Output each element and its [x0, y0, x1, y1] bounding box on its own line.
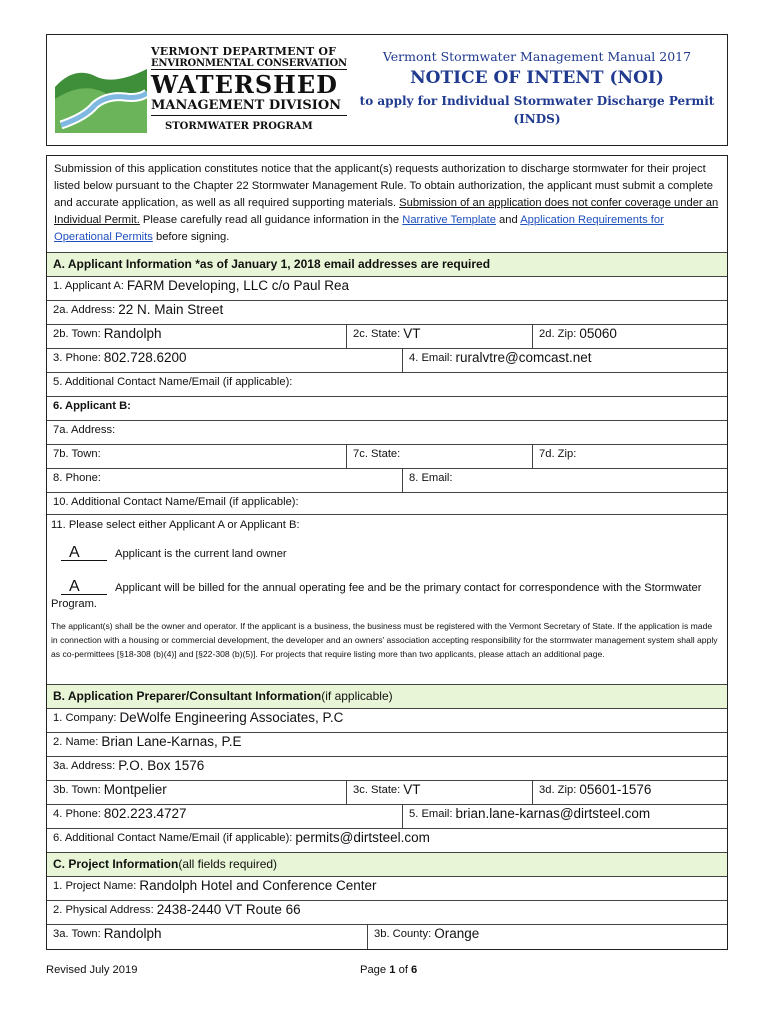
- preparer-town-value: Montpelier: [103, 782, 167, 797]
- project-name-value: Randolph Hotel and Conference Center: [139, 878, 377, 893]
- physical-address-label: 2. Physical Address:: [53, 904, 154, 916]
- email-b-label: 8. Email:: [409, 472, 453, 484]
- town-a-field[interactable]: [47, 325, 346, 348]
- section-b-header: [47, 685, 727, 709]
- preparer-address-field[interactable]: [47, 757, 727, 780]
- fine-print: The applicant(s) shall be the owner and operator. If the applicant is a business, the business must be registered with the Vermont Secretary of State. If the application is made in connection with a housing or commercial development, the developer and an owners' association accepting responsibility for the stormwater management system shall apply as co-permittees [§18-308 (b)(4)] and [§22-308 (b)(5)]. For projects that require listing more than two applicants, please attach an additional page.: [51, 621, 718, 659]
- section-c-header: [47, 853, 727, 877]
- applicant-selection-label: 11. Please select either Applicant A or Applicant B:: [51, 519, 300, 531]
- state-a-field[interactable]: [346, 325, 532, 348]
- application-requirements-link[interactable]: Application Requirements for Operational Permits: [54, 214, 664, 243]
- mountain-river-logo-icon: [55, 47, 147, 133]
- owner-option: [51, 545, 721, 562]
- section-c-title-suffix: (all fields required): [178, 857, 278, 871]
- phone-email-a-row: [47, 349, 727, 373]
- applicant-b-field[interactable]: [47, 397, 727, 420]
- town-state-zip-a-row: [47, 325, 727, 349]
- state-b-label: 7c. State:: [353, 448, 401, 460]
- address-b-field[interactable]: [47, 421, 727, 444]
- logo-line-5: STORMWATER PROGRAM: [165, 121, 313, 132]
- billing-option-input[interactable]: A: [61, 579, 107, 595]
- additional-contact-a-row: [47, 373, 727, 397]
- manual-title: Vermont Stormwater Management Manual 2017: [382, 49, 692, 64]
- project-name-row: [47, 877, 727, 901]
- town-a-label: 2b. Town:: [53, 328, 101, 340]
- title-block: [345, 49, 729, 128]
- watershed-logo: [53, 41, 345, 139]
- preparer-address-row: [47, 757, 727, 781]
- additional-contact-b-label: 10. Additional Contact Name/Email (if applicable):: [53, 496, 299, 508]
- revised-date: Revised July 2019: [46, 964, 138, 976]
- preparer-zip-label: 3d. Zip:: [539, 784, 577, 796]
- applicant-b-label: 6. Applicant B:: [53, 400, 131, 412]
- town-a-value: Randolph: [103, 326, 162, 341]
- apply-abbr: (INDS): [513, 112, 561, 126]
- section-b-title: B. Application Preparer/Consultant Information: [53, 689, 322, 703]
- project-county-value: Orange: [434, 926, 480, 941]
- intro-text-3: Please carefully read all guidance information in the: [139, 214, 403, 226]
- applicant-a-field[interactable]: [47, 277, 727, 300]
- logo-line-4: MANAGEMENT DIVISION: [151, 98, 347, 116]
- preparer-additional-contact-label: 6. Additional Contact Name/Email (if applicable):: [53, 832, 293, 844]
- preparer-town-field[interactable]: [47, 781, 346, 804]
- project-town-label: 3a. Town:: [53, 928, 101, 940]
- preparer-state-field[interactable]: [346, 781, 532, 804]
- preparer-name-row: [47, 733, 727, 757]
- billing-option: [51, 579, 721, 612]
- logo-line-3: WATERSHED: [151, 70, 338, 99]
- project-county-field[interactable]: [367, 925, 727, 949]
- preparer-name-field[interactable]: [47, 733, 727, 756]
- owner-option-input[interactable]: A: [61, 545, 107, 561]
- preparer-phone-email-row: [47, 805, 727, 829]
- section-c-title: C. Project Information: [53, 857, 179, 871]
- preparer-additional-contact-field[interactable]: [47, 829, 727, 852]
- page-prefix: Page: [360, 964, 390, 976]
- noi-form: [46, 155, 728, 950]
- state-a-label: 2c. State:: [353, 328, 401, 340]
- zip-a-value: 05060: [579, 326, 617, 341]
- phone-b-field[interactable]: [47, 469, 402, 492]
- applicant-a-value: FARM Developing, LLC c/o Paul Rea: [126, 278, 350, 293]
- company-label: 1. Company:: [53, 712, 117, 724]
- zip-b-label: 7d. Zip:: [539, 448, 577, 460]
- address-b-label: 7a. Address:: [53, 424, 116, 436]
- section-a-header: [47, 253, 727, 277]
- preparer-state-value: VT: [403, 782, 421, 797]
- project-name-field[interactable]: [47, 877, 727, 900]
- logo-text: [151, 45, 347, 132]
- physical-address-row: [47, 901, 727, 925]
- intro-text-4: and: [495, 214, 521, 226]
- notice-title: NOTICE OF INTENT (NOI): [410, 68, 664, 88]
- page-of: of: [395, 964, 412, 976]
- preparer-phone-value: 802.223.4727: [103, 806, 187, 821]
- state-a-value: VT: [403, 326, 421, 341]
- additional-contact-a-label: 5. Additional Contact Name/Email (if applicable):: [53, 376, 293, 388]
- form-header: [46, 34, 728, 146]
- intro-underlined: Submission of an application does not confer coverage under an Individual Permit.: [54, 197, 719, 226]
- section-a-title: A. Applicant Information *as of January 1, 2018 email addresses are required: [53, 257, 491, 271]
- preparer-town-state-zip-row: [47, 781, 727, 805]
- preparer-town-label: 3b. Town:: [53, 784, 101, 796]
- logo-line-2: ENVIRONMENTAL CONSERVATION: [151, 58, 347, 69]
- company-field[interactable]: [47, 709, 727, 732]
- physical-address-field[interactable]: [47, 901, 727, 924]
- section-c-title-cell: [47, 853, 727, 876]
- preparer-name-value: Brian Lane-Karnas, P.E: [101, 734, 242, 749]
- phone-a-value: 802.728.6200: [103, 350, 187, 365]
- preparer-state-label: 3c. State:: [353, 784, 401, 796]
- additional-contact-a-field[interactable]: [47, 373, 727, 396]
- phone-a-label: 3. Phone:: [53, 352, 101, 364]
- logo-line-1: VERMONT DEPARTMENT OF: [151, 45, 337, 58]
- applicant-a-label: [53, 280, 124, 292]
- preparer-zip-field[interactable]: [532, 781, 727, 804]
- zip-a-label: 2d. Zip:: [539, 328, 577, 340]
- intro-text-1: Submission of this application constitutes notice that the applicant(s) requests authorization to discharge stormwater for their project listed below pursuant to the Chapter 22 Stormwater Management Rule. To obtain authorization, the applicant must submit a complete and accurate application, as well as all required supporting materials.: [54, 163, 713, 209]
- company-row: [47, 709, 727, 733]
- owner-option-text: Applicant is the current land owner: [115, 548, 287, 560]
- preparer-zip-value: 05601-1576: [579, 782, 652, 797]
- preparer-email-value: brian.lane-karnas@dirtsteel.com: [455, 806, 651, 821]
- preparer-address-value: P.O. Box 1576: [118, 758, 205, 773]
- applicant-selection-block: [47, 515, 727, 685]
- applicant-a-row: [47, 277, 727, 301]
- project-town-value: Randolph: [103, 926, 162, 941]
- phone-a-field[interactable]: [47, 349, 402, 372]
- phone-b-label: 8. Phone:: [53, 472, 101, 484]
- zip-a-field[interactable]: [532, 325, 727, 348]
- intro-paragraph: [47, 156, 727, 253]
- physical-address-value: 2438-2440 VT Route 66: [156, 902, 301, 917]
- preparer-address-label: 3a. Address:: [53, 760, 116, 772]
- address-a-label: 2a. Address:: [53, 304, 116, 316]
- project-county-label: 3b. County:: [374, 928, 432, 940]
- town-b-field[interactable]: [47, 445, 346, 468]
- project-town-county-row: [47, 925, 727, 949]
- email-a-label: 4. Email:: [409, 352, 453, 364]
- project-name-label: 1. Project Name:: [53, 880, 137, 892]
- email-a-field[interactable]: [402, 349, 727, 372]
- address-a-field[interactable]: [47, 301, 727, 324]
- additional-contact-b-field[interactable]: [47, 493, 727, 514]
- preparer-additional-contact-row: [47, 829, 727, 853]
- preparer-phone-label: 4. Phone:: [53, 808, 101, 820]
- intro-text-5: before signing.: [152, 231, 230, 243]
- address-b-row: [47, 421, 727, 445]
- town-state-zip-b-row: [47, 445, 727, 469]
- town-b-label: 7b. Town:: [53, 448, 101, 460]
- page-number: [360, 964, 417, 976]
- state-b-field[interactable]: [346, 445, 532, 468]
- page-current: 1: [389, 964, 396, 976]
- billing-option-text: Applicant will be billed for the annual operating fee and be the primary contact for correspondence with the Stormwater Program.: [51, 582, 702, 610]
- preparer-email-label: 5. Email:: [409, 808, 453, 820]
- applicant-a-label-text: 1. Applicant A:: [53, 280, 124, 292]
- additional-contact-b-row: [47, 493, 727, 515]
- preparer-email-field[interactable]: [402, 805, 727, 828]
- email-b-field[interactable]: [402, 469, 727, 492]
- section-b-title-suffix: (if applicable): [321, 689, 393, 703]
- applicant-b-row: [47, 397, 727, 421]
- project-town-field[interactable]: [47, 925, 367, 949]
- section-b-title-cell: [47, 685, 727, 708]
- phone-email-b-row: [47, 469, 727, 493]
- address-a-row: [47, 301, 727, 325]
- email-a-value: ruralvtre@comcast.net: [455, 350, 592, 365]
- address-a-value: 22 N. Main Street: [118, 302, 224, 317]
- apply-line: [345, 92, 729, 128]
- apply-text: to apply for Individual Stormwater Discharge Permit: [359, 94, 715, 108]
- narrative-template-link[interactable]: Narrative Template: [402, 214, 496, 226]
- preparer-additional-contact-value: permits@dirtsteel.com: [295, 830, 430, 845]
- preparer-phone-field[interactable]: [47, 805, 402, 828]
- zip-b-field[interactable]: [532, 445, 727, 468]
- page-total: 6: [411, 964, 418, 976]
- preparer-name-label: 2. Name:: [53, 736, 99, 748]
- company-value: DeWolfe Engineering Associates, P.C: [119, 710, 344, 725]
